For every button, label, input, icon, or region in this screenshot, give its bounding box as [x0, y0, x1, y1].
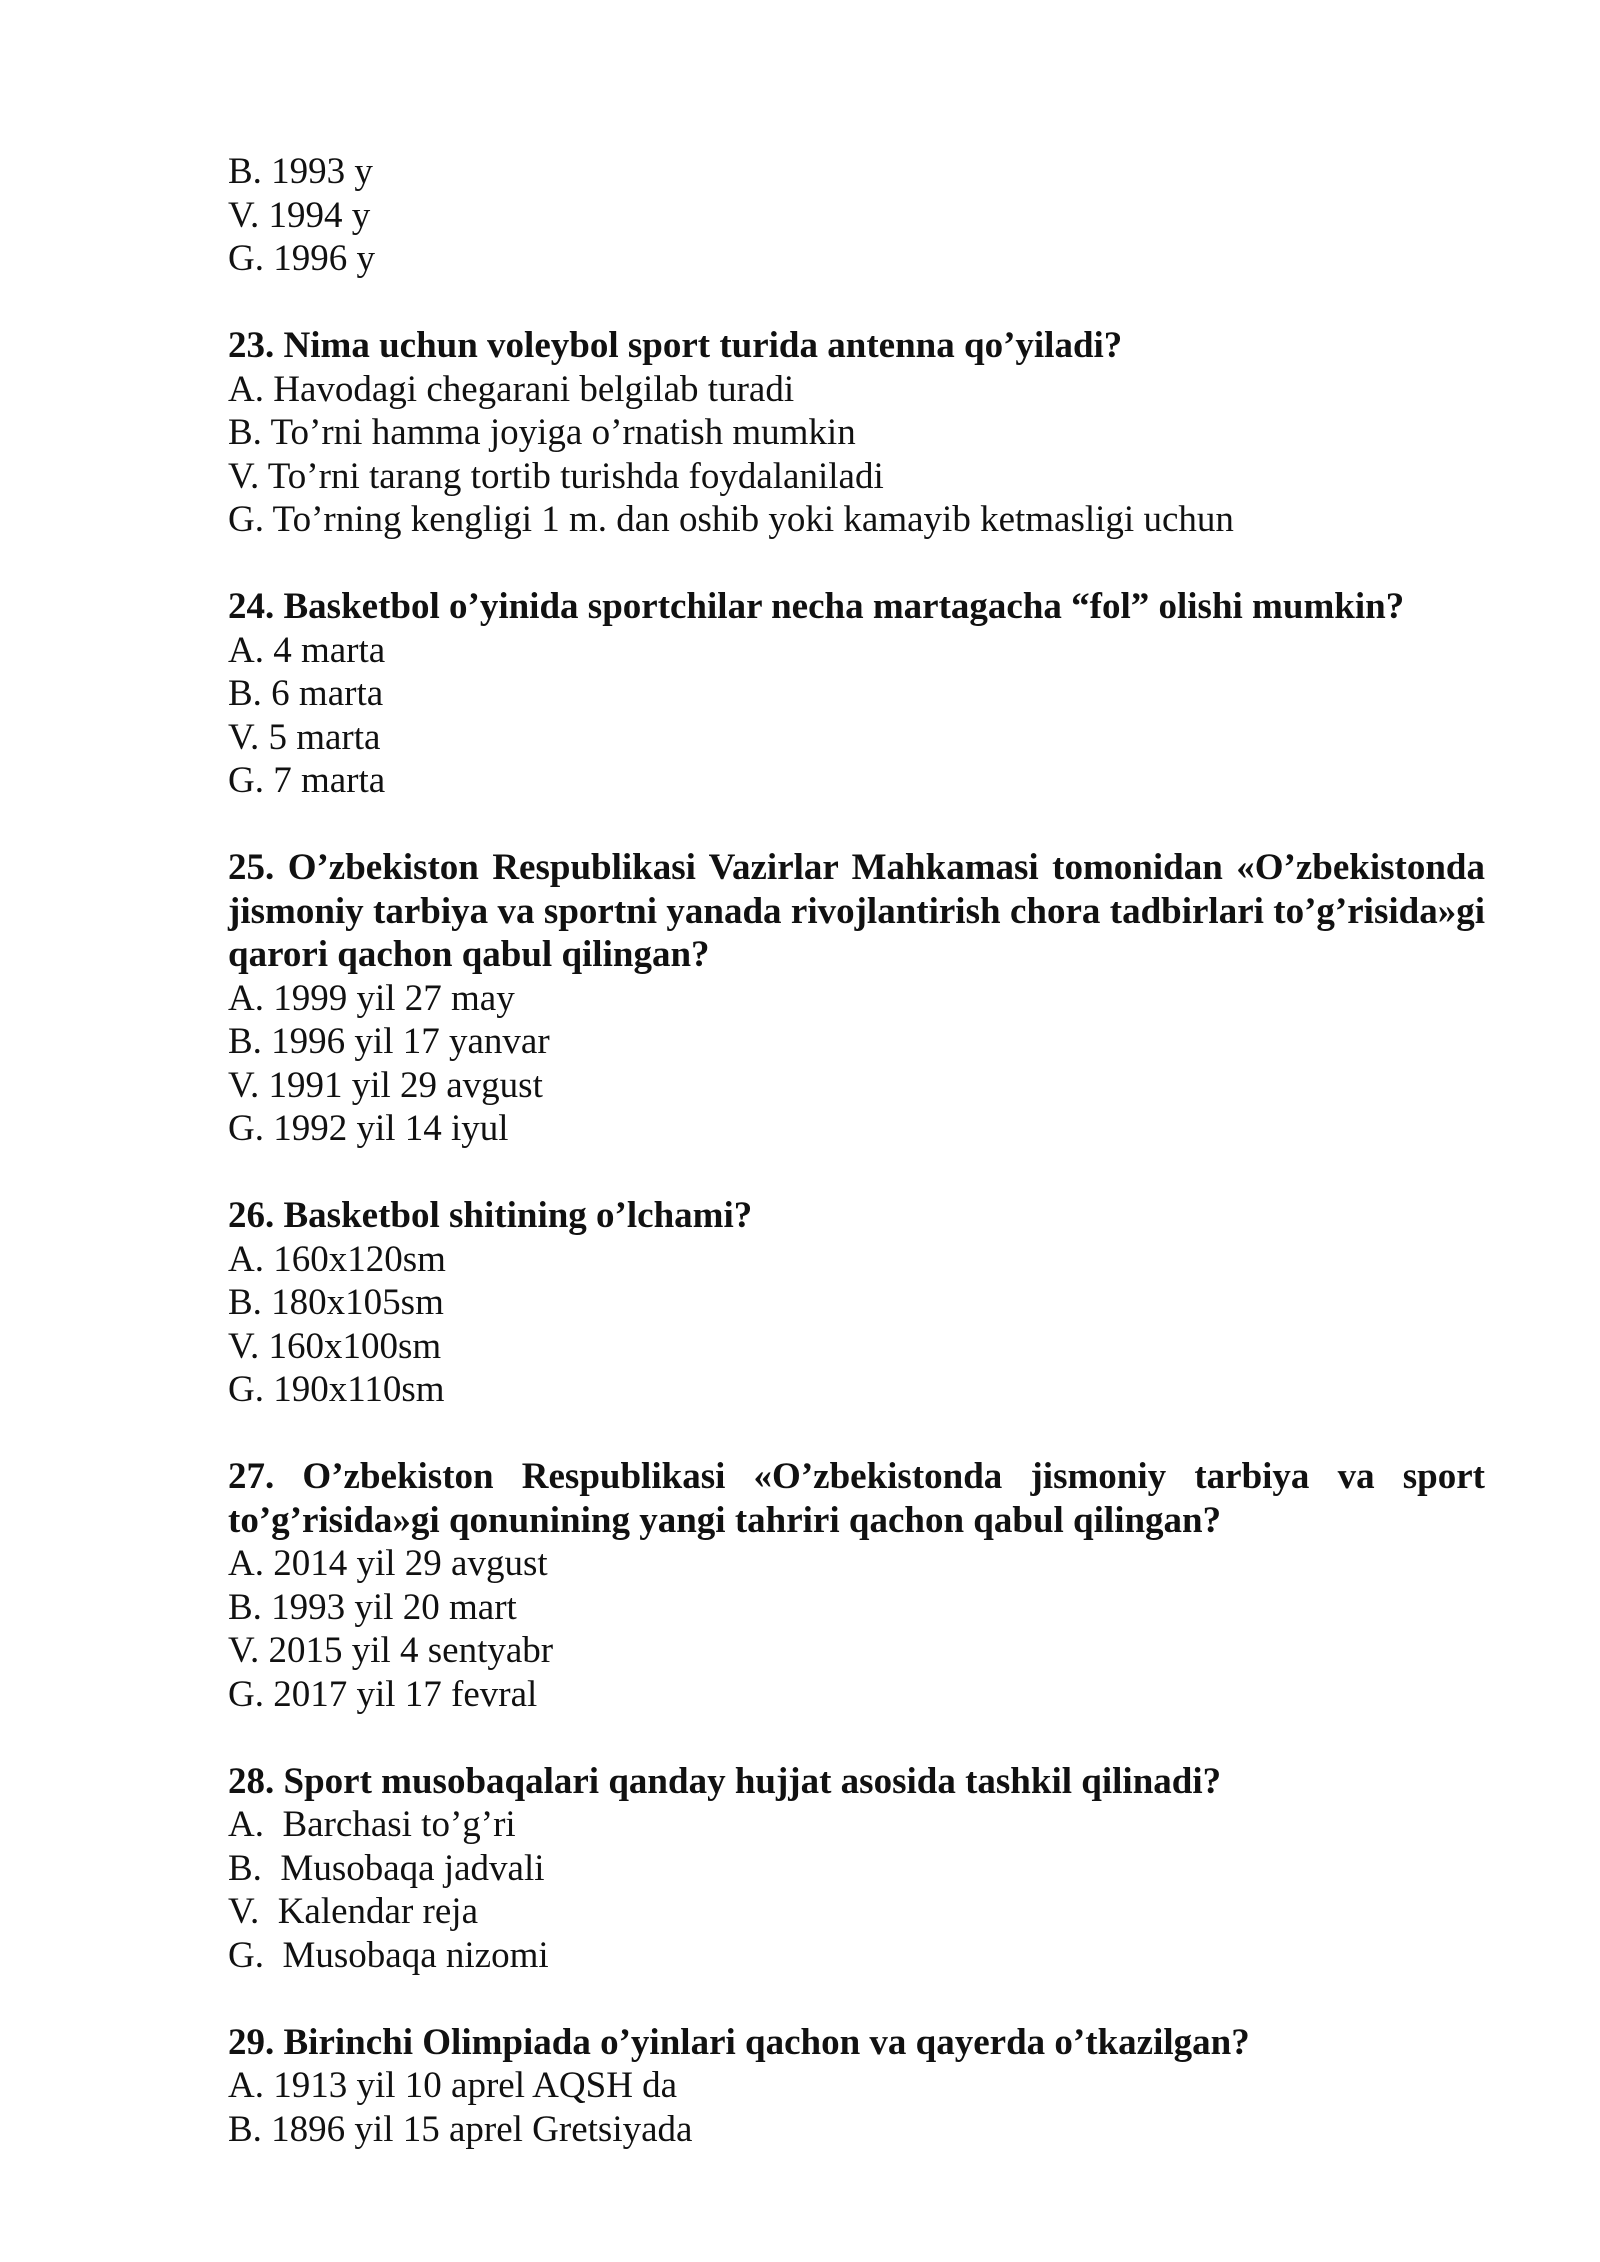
option: V. 160x100sm [228, 1325, 442, 1367]
question-title: 27. O’zbekiston Respublikasi «O’zbekistonda jismoniy tarbiya va sport to’g’risida»gi qonunining yangi tahriri qachon qabul qilingan? [228, 1456, 1485, 1541]
option: B. 6 marta [228, 673, 384, 714]
question-25 [228, 846, 1485, 1151]
option: A. 1999 yil 27 may [228, 977, 515, 1019]
option: B. 1996 yil 17 yanvar [228, 1021, 550, 1062]
option: G. Musobaqa nizomi [228, 1934, 549, 1976]
question-23 [228, 324, 1485, 542]
option: A. Havodagi chegarani belgilab turadi [228, 368, 795, 410]
option: G. 7 marta [228, 760, 386, 801]
question-title: 29. Birinchi Olimpiada o’yinlari qachon va qayerda o’tkazilgan? [228, 2021, 1250, 2063]
option: B. 1993 yil 20 mart [228, 1586, 517, 1628]
option: V. 2015 yil 4 sentyabr [228, 1630, 554, 1671]
option: V. Kalendar reja [228, 1891, 478, 1932]
option: V. To’rni tarang tortib turishda foydalaniladi [228, 455, 884, 497]
option: A. 1913 yil 10 aprel AQSH da [228, 2065, 678, 2106]
option: B. To’rni hamma joyiga o’rnatish mumkin [228, 412, 856, 453]
question-26 [228, 1194, 1485, 1412]
option: G. 190x110sm [228, 1369, 445, 1410]
option: B. Musobaqa jadvali [228, 1847, 545, 1889]
question-title: 28. Sport musobaqalari qanday hujjat asosida tashkil qilinadi? [228, 1760, 1222, 1802]
option: A. 4 marta [228, 629, 386, 671]
question-27 [228, 1455, 1485, 1716]
option: A. 2014 yil 29 avgust [228, 1543, 548, 1584]
option: G. 1992 yil 14 iyul [228, 1108, 509, 1149]
continued-options [228, 150, 1485, 281]
question-title: 25. O’zbekiston Respublikasi Vazirlar Mahkamasi tomonidan «O’zbekistonda jismoniy tarbiya va sportni yanada rivojlantirish chora tadbirlari to’g’risida»gi qarori qachon qabul qilingan? [228, 847, 1485, 975]
question-28 [228, 1760, 1485, 1978]
question-29 [228, 2021, 1485, 2152]
option: A. 160x120sm [228, 1238, 446, 1280]
question-title: 24. Basketbol o’yinida sportchilar necha martagacha “fol” olishi mumkin? [228, 586, 1405, 627]
option: A. Barchasi to’g’ri [228, 1804, 516, 1845]
option: V. 1991 yil 29 avgust [228, 1064, 543, 1106]
question-title: 26. Basketbol shitining o’lchami? [228, 1195, 753, 1236]
option: B. 1993 y [228, 151, 373, 192]
question-title: 23. Nima uchun voleybol sport turida antenna qo’yiladi? [228, 325, 1123, 366]
option: G. To’rning kengligi 1 m. dan oshib yoki kamayib ketmasligi uchun [228, 499, 1234, 540]
option: B. 180x105sm [228, 1282, 444, 1323]
question-24 [228, 585, 1485, 803]
option: V. 5 marta [228, 716, 381, 758]
option: G. 1996 y [228, 238, 375, 279]
option: V. 1994 y [228, 194, 371, 236]
document-page [228, 150, 1485, 2151]
option: G. 2017 yil 17 fevral [228, 1673, 538, 1715]
option: B. 1896 yil 15 aprel Gretsiyada [228, 2108, 693, 2150]
